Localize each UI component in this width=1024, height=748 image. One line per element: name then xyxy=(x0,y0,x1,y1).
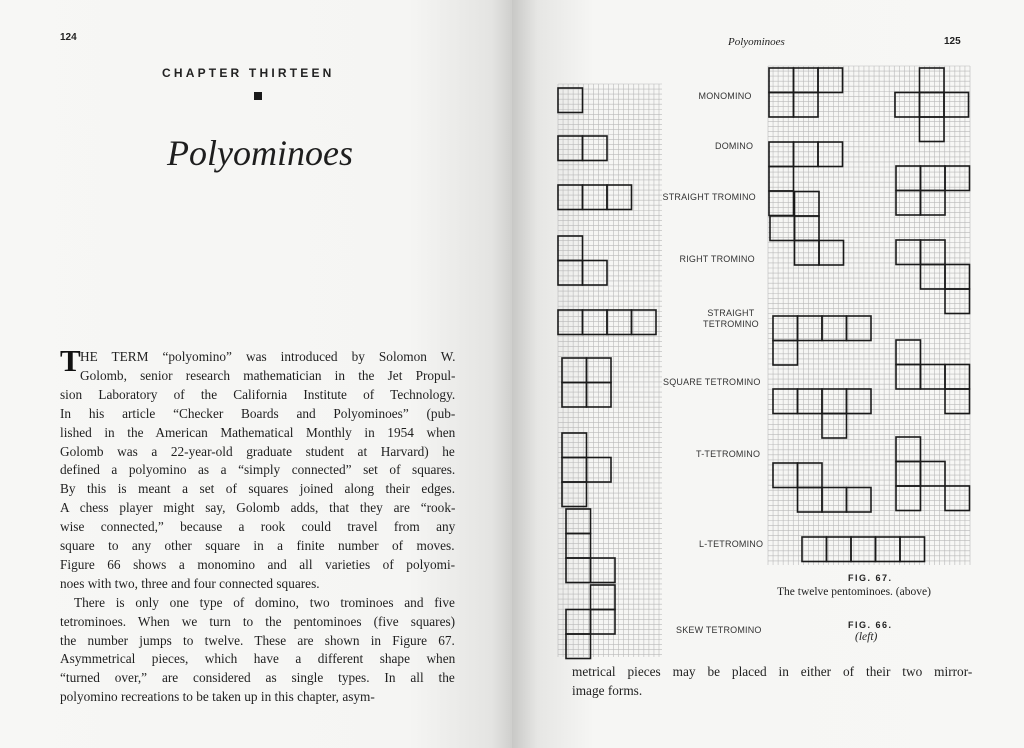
right-page xyxy=(512,0,1024,748)
piece-cell xyxy=(591,610,616,635)
fig67-caption xyxy=(777,586,931,598)
piece-cell xyxy=(562,482,587,507)
piece-cell xyxy=(769,191,794,216)
body-line: Asymmetrical pieces, which have a different shape when xyxy=(60,651,456,667)
pentomino-y xyxy=(773,389,871,438)
body-line: tetrominoes. When we turn to the pentominoes (five squares) xyxy=(60,613,456,629)
body-line: square to any other square in a finite number of moves. xyxy=(60,538,455,553)
fig66-label: MONOMINO xyxy=(698,91,752,101)
piece-cell xyxy=(822,389,847,414)
body-line: metrical pieces may be placed in either of their two mirror- xyxy=(572,664,973,679)
fig66-label: SQUARE TETROMINO xyxy=(663,377,761,387)
piece-cell xyxy=(945,486,970,511)
piece-cell xyxy=(562,383,587,408)
fig66-label: L-TETROMINO xyxy=(699,539,764,549)
body-line: polyomino recreations to be taken up in this chapter, asym- xyxy=(60,689,375,705)
piece-cell xyxy=(822,488,847,513)
pentomino-x xyxy=(895,68,969,142)
piece-cell xyxy=(921,240,946,265)
piece-cell xyxy=(921,166,946,191)
piece-cell xyxy=(587,383,612,408)
piece-cell xyxy=(558,185,583,210)
piece-cell xyxy=(558,310,583,335)
page-number-left: 124 xyxy=(60,32,77,43)
fig66-label: RIGHT TROMINO xyxy=(679,254,755,264)
piece-cell xyxy=(769,142,794,167)
piece-cell xyxy=(607,185,632,210)
piece-cell xyxy=(822,316,847,341)
piece-cell xyxy=(562,433,587,458)
piece-cell xyxy=(591,585,616,610)
piece-cell xyxy=(558,261,583,286)
fig66-label: STRAIGHT TETROMINO xyxy=(703,308,759,329)
piece-cell xyxy=(558,88,583,113)
figure-area xyxy=(512,0,1024,660)
body-line: sion Laboratory of the California Institute of Technology. xyxy=(60,386,456,402)
body-line: Figure 66 shows a monomino and all varieties of polyomi- xyxy=(60,556,456,572)
fig66-label: SKEW TETROMINO xyxy=(676,625,762,635)
piece-cell xyxy=(769,68,794,93)
piece-cell xyxy=(822,414,847,439)
fig66-label: T-TETROMINO xyxy=(696,449,761,459)
fig66-caption-head: FIG. 66. xyxy=(848,620,893,630)
pentomino-w xyxy=(896,240,970,314)
body-line: defined a polyomino as a “simply connected” set of squares. xyxy=(60,462,456,478)
piece-cell xyxy=(562,458,587,483)
fig67-caption-head: FIG. 67. xyxy=(848,573,893,583)
piece-cell xyxy=(896,365,921,390)
piece-cell xyxy=(896,166,921,191)
piece-cell xyxy=(773,341,798,366)
piece-cell xyxy=(920,117,945,142)
right-tromino-shape xyxy=(558,236,607,285)
body-line: Golomb was a 22-year-old graduate student at Harvard) he xyxy=(60,443,455,459)
piece-cell xyxy=(945,365,970,390)
page-number-right: 125 xyxy=(944,36,961,47)
piece-cell xyxy=(770,216,795,241)
fig66-label: DOMINO xyxy=(715,141,754,151)
body-line: noes with two, three and four connected squares. xyxy=(60,575,320,591)
straight-tetromino-shape xyxy=(558,310,656,335)
piece-cell xyxy=(794,68,819,93)
body-line: By this is meant a set of squares joined along their edges. xyxy=(60,481,456,497)
pentomino-v xyxy=(769,142,843,216)
piece-cell xyxy=(945,166,970,191)
piece-cell xyxy=(896,191,921,216)
piece-cell xyxy=(945,289,970,314)
straight-tromino-shape xyxy=(558,185,632,210)
pentomino-n xyxy=(896,437,970,511)
piece-cell xyxy=(773,316,798,341)
chapter-title: Polyominoes xyxy=(167,133,353,173)
body-line: HE TERM “polyomino” was introduced by Solomon W. xyxy=(80,349,456,364)
body-line: There is only one type of domino, two trominoes and five xyxy=(74,594,455,610)
pentomino-z xyxy=(896,340,970,414)
body-line: wise connected,” because a rook could travel from any xyxy=(60,519,456,535)
body-line: Golomb, senior research mathematician in the Jet Propul- xyxy=(80,367,456,383)
piece-cell xyxy=(896,486,921,511)
fig66-polyominoes xyxy=(558,88,656,659)
piece-cell xyxy=(921,365,946,390)
piece-cell xyxy=(558,236,583,261)
piece-cell xyxy=(896,240,921,265)
monomino-shape xyxy=(558,88,583,113)
drop-cap: T xyxy=(60,343,81,378)
fig66-caption: (left) xyxy=(855,631,878,643)
running-head: Polyominoes xyxy=(728,36,785,48)
fig66-grid-panel xyxy=(558,84,662,657)
piece-cell xyxy=(794,142,819,167)
piece-cell xyxy=(607,310,632,335)
body-line: lished in the American Mathematical Monthly in 1954 when xyxy=(60,424,456,440)
body-line: In his article “Checker Boards and Polyominoes” (pub- xyxy=(60,405,456,421)
piece-cell xyxy=(920,68,945,93)
piece-cell xyxy=(896,437,921,462)
body-line: image forms. xyxy=(572,683,643,698)
pentomino-n2 xyxy=(773,463,871,512)
piece-cell xyxy=(945,389,970,414)
piece-cell xyxy=(921,191,946,216)
pentomino-p xyxy=(769,68,843,117)
body-line: “turned over,” are considered as single types. In all the xyxy=(60,670,455,686)
chapter-label: CHAPTER THIRTEEN xyxy=(162,66,335,80)
chapter-ornament xyxy=(254,92,262,100)
body-line: the number jumps to twelve. These are shown in Figure 67. xyxy=(60,632,455,648)
body-line: A chess player might say, Golomb adds, that they are “rook- xyxy=(60,500,456,516)
piece-cell xyxy=(773,389,798,414)
fig66-label: STRAIGHT TROMINO xyxy=(662,192,756,202)
piece-cell xyxy=(587,458,612,483)
fig67-caption-text: The twelve pentominoes. (above) xyxy=(777,586,931,598)
